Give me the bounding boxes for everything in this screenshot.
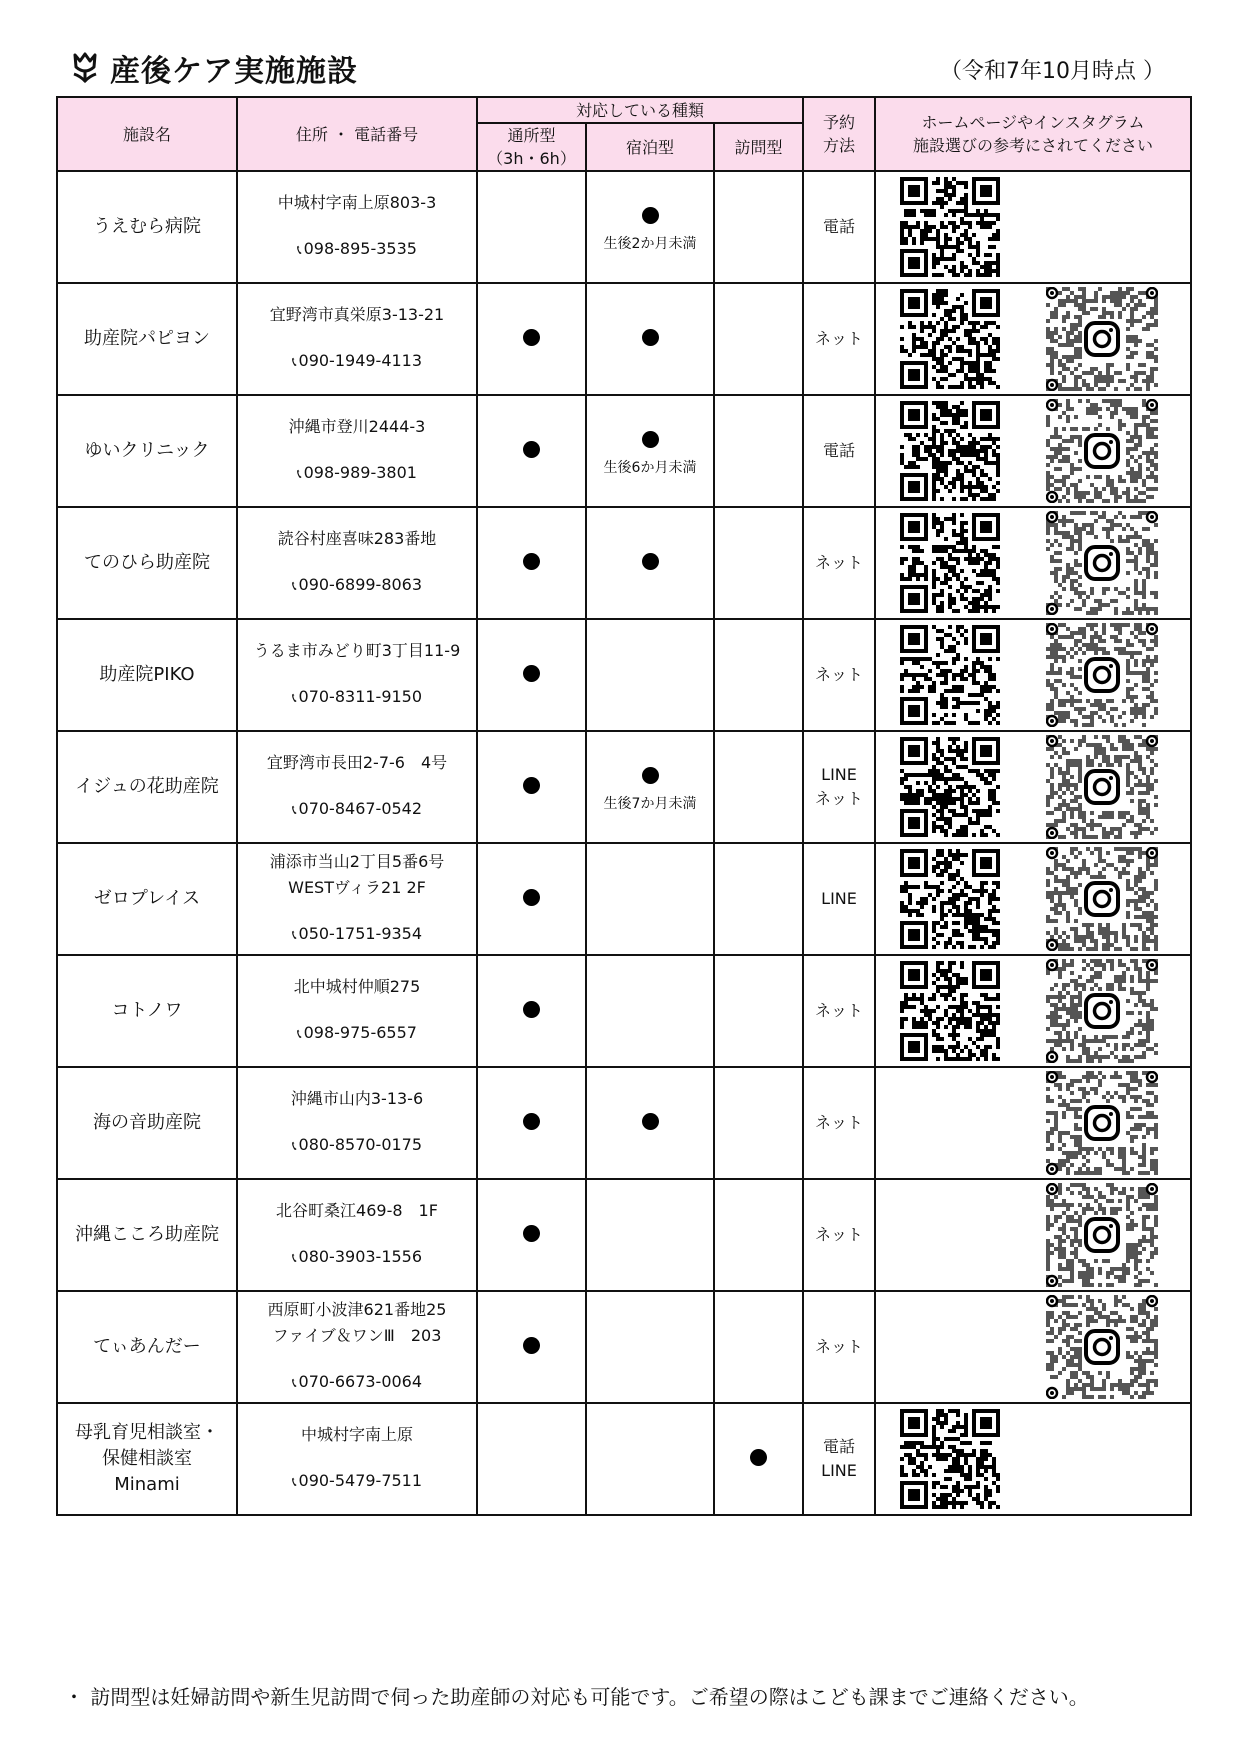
facility-name xyxy=(57,1291,237,1403)
qr-code-cell xyxy=(875,171,1191,283)
facility-name-line1: 助産院パピヨン xyxy=(84,328,210,349)
facility-name xyxy=(57,507,237,619)
facility-name-line1: 海の音助産院 xyxy=(93,1112,201,1133)
visit-type-cell xyxy=(714,507,803,619)
phone-icon: 📞︎ xyxy=(297,467,302,482)
address-phone xyxy=(237,843,477,955)
qr-code-cell xyxy=(875,283,1191,395)
visit-type-cell xyxy=(714,283,803,395)
qr-code-cell xyxy=(875,731,1191,843)
day-type-cell xyxy=(477,1179,586,1291)
reserve-method xyxy=(803,955,875,1067)
table-row xyxy=(57,1291,1191,1403)
visit-type-cell xyxy=(714,171,803,283)
reserve-method-1: 電話 xyxy=(823,441,856,460)
day-type-cell xyxy=(477,283,586,395)
day-available-dot xyxy=(523,1225,540,1242)
reserve-method-1: ネット xyxy=(815,1113,864,1132)
reserve-method-1: LINE xyxy=(821,889,857,908)
day-available-dot xyxy=(523,441,540,458)
phone-number: 090-1949-4113 xyxy=(298,351,423,370)
stay-type-cell xyxy=(586,1067,714,1179)
reserve-method xyxy=(803,619,875,731)
stay-available-dot xyxy=(642,329,659,346)
facility-name xyxy=(57,843,237,955)
stay-type-cell xyxy=(586,171,714,283)
day-type-cell xyxy=(477,619,586,731)
instagram-qr-code-icon[interactable] xyxy=(1046,399,1158,503)
phone-icon: 📞︎ xyxy=(291,1251,297,1266)
facility-name xyxy=(57,171,237,283)
day-type-cell xyxy=(477,1291,586,1403)
facility-name-line3: Minami xyxy=(114,1474,180,1495)
homepage-qr-code-icon[interactable] xyxy=(900,849,1000,949)
instagram-qr-code-icon[interactable] xyxy=(1046,847,1158,951)
header-day-type xyxy=(477,123,586,171)
table-row xyxy=(57,283,1191,395)
visit-type-cell xyxy=(714,731,803,843)
day-type-cell xyxy=(477,395,586,507)
qr-code-cell xyxy=(875,395,1191,507)
facility-name-line1: てのひら助産院 xyxy=(84,552,210,573)
facility-name-line1: うえむら病院 xyxy=(93,216,201,237)
qr-code-cell xyxy=(875,1403,1191,1515)
address-line1: 中城村字南上原 xyxy=(300,1425,413,1444)
homepage-qr-code-icon[interactable] xyxy=(900,401,1000,501)
visit-type-cell xyxy=(714,843,803,955)
phone-number: 080-3903-1556 xyxy=(298,1247,423,1266)
phone-number-line xyxy=(238,921,476,949)
facility-name xyxy=(57,955,237,1067)
phone-icon: 📞︎ xyxy=(291,355,297,370)
day-available-dot xyxy=(523,1113,540,1130)
stay-available-dot xyxy=(642,207,659,224)
header-address: 住所 ・ 電話番号 xyxy=(237,97,477,171)
phone-icon: 📞︎ xyxy=(291,1139,297,1154)
phone-number: 090-5479-7511 xyxy=(298,1471,423,1490)
table-row xyxy=(57,1403,1191,1515)
header-reserve-line1: 予約 xyxy=(823,113,856,132)
header-homepage-line1: ホームページやインスタグラム xyxy=(921,113,1145,132)
stay-age-note: 生後7か月未満 xyxy=(603,795,697,812)
visit-type-cell xyxy=(714,1291,803,1403)
facility-table xyxy=(56,96,1192,1516)
header-types: 対応している種類 xyxy=(477,97,803,123)
table-row xyxy=(57,507,1191,619)
facility-name xyxy=(57,1403,237,1515)
instagram-qr-code-icon[interactable] xyxy=(1046,1071,1158,1175)
qr-code-cell xyxy=(875,619,1191,731)
qr-code-cell xyxy=(875,843,1191,955)
reserve-method-1: 電話 xyxy=(823,217,856,236)
facility-name-line1: ゼロプレイス xyxy=(93,888,201,909)
reserve-method-1: ネット xyxy=(815,329,864,348)
stay-available-dot xyxy=(642,553,659,570)
stay-type-cell xyxy=(586,283,714,395)
day-available-dot xyxy=(523,553,540,570)
address-phone xyxy=(237,955,477,1067)
header-stay-type: 宿泊型 xyxy=(586,123,714,171)
address-phone xyxy=(237,1179,477,1291)
qr-code-cell xyxy=(875,1067,1191,1179)
table-row xyxy=(57,619,1191,731)
reserve-method-2: ネット xyxy=(815,789,864,808)
stay-available-dot xyxy=(642,1113,659,1130)
phone-icon: 📞︎ xyxy=(291,691,297,706)
phone-number-line xyxy=(238,796,476,824)
day-type-cell xyxy=(477,1403,586,1515)
address-line1: 中城村字南上原803-3 xyxy=(277,193,437,212)
address-line1: 宜野湾市真栄原3-13-21 xyxy=(269,305,445,324)
day-type-cell xyxy=(477,507,586,619)
table-row xyxy=(57,843,1191,955)
visit-type-cell xyxy=(714,619,803,731)
address-phone xyxy=(237,395,477,507)
visit-type-cell xyxy=(714,955,803,1067)
reserve-method xyxy=(803,283,875,395)
reserve-method-1: ネット xyxy=(815,665,864,684)
instagram-qr-code-icon[interactable] xyxy=(1046,959,1158,1063)
phone-number: 090-6899-8063 xyxy=(298,575,423,594)
reserve-method-1: ネット xyxy=(815,553,864,572)
table-row xyxy=(57,1179,1191,1291)
facility-name-line2: 保健相談室 xyxy=(102,1448,192,1469)
address-phone xyxy=(237,1403,477,1515)
phone-number-line xyxy=(238,460,476,488)
stay-available-dot xyxy=(642,431,659,448)
stay-type-cell xyxy=(586,1179,714,1291)
phone-number-line xyxy=(238,1132,476,1160)
phone-number: 070-6673-0064 xyxy=(298,1372,423,1391)
phone-icon: 📞︎ xyxy=(291,1475,297,1490)
homepage-qr-code-icon[interactable] xyxy=(900,1409,1000,1509)
address-line2: ファイブ＆ワンⅢ 203 xyxy=(272,1326,442,1345)
facility-name-line1: てぃあんだー xyxy=(93,1336,201,1357)
facility-name-line1: イジュの花助産院 xyxy=(75,776,219,797)
address-line1: 沖縄市山内3-13-6 xyxy=(290,1089,424,1108)
table-row xyxy=(57,395,1191,507)
header-visit-type: 訪問型 xyxy=(714,123,803,171)
phone-icon: 📞︎ xyxy=(297,1027,302,1042)
instagram-qr-code-icon[interactable] xyxy=(1046,1295,1158,1399)
homepage-qr-code-icon[interactable] xyxy=(900,737,1000,837)
homepage-qr-code-icon[interactable] xyxy=(900,961,1000,1061)
header-facility: 施設名 xyxy=(57,97,237,171)
phone-number: 080-8570-0175 xyxy=(298,1135,423,1154)
visit-type-cell xyxy=(714,1403,803,1515)
address-line1: 宜野湾市長田2-7-6 4号 xyxy=(266,753,448,772)
day-available-dot xyxy=(523,777,540,794)
day-type-cell xyxy=(477,1067,586,1179)
reserve-method-1: ネット xyxy=(815,1001,864,1020)
stay-type-cell xyxy=(586,1403,714,1515)
table-row xyxy=(57,955,1191,1067)
visit-type-cell xyxy=(714,395,803,507)
instagram-qr-code-icon[interactable] xyxy=(1046,511,1158,615)
homepage-qr-code-icon[interactable] xyxy=(900,177,1000,277)
phone-number-line xyxy=(238,1468,476,1496)
address-line1: 北中城村仲順275 xyxy=(293,977,421,996)
facility-name xyxy=(57,283,237,395)
footer-note: ・ 訪問型は妊婦訪問や新生児訪問で伺った助産師の対応も可能です。ご希望の際はこども課までご連絡ください。 xyxy=(64,1685,1089,1709)
stay-type-cell xyxy=(586,507,714,619)
stay-type-cell xyxy=(586,1291,714,1403)
reserve-method xyxy=(803,1291,875,1403)
header-reserve xyxy=(803,97,875,171)
phone-number: 070-8467-0542 xyxy=(298,799,423,818)
facility-name-line1: 母乳育児相談室・ xyxy=(75,1422,219,1443)
facility-name xyxy=(57,1179,237,1291)
facility-name-line1: ゆいクリニック xyxy=(84,440,210,461)
homepage-qr-code-icon[interactable] xyxy=(900,513,1000,613)
reserve-method xyxy=(803,171,875,283)
qr-code-cell xyxy=(875,955,1191,1067)
address-line1: 沖縄市登川2444-3 xyxy=(288,417,426,436)
facility-name xyxy=(57,731,237,843)
homepage-qr-code-icon[interactable] xyxy=(900,289,1000,389)
facility-name xyxy=(57,619,237,731)
address-phone xyxy=(237,1067,477,1179)
facility-name-line1: 助産院PIKO xyxy=(99,664,195,685)
stay-type-cell xyxy=(586,395,714,507)
stay-type-cell xyxy=(586,843,714,955)
reserve-method xyxy=(803,507,875,619)
qr-code-cell xyxy=(875,1179,1191,1291)
facility-name-line1: コトノワ xyxy=(111,1000,183,1021)
phone-number-line xyxy=(238,348,476,376)
header-homepage xyxy=(875,97,1191,171)
address-line1: うるま市みどり町3丁目11-9 xyxy=(253,641,461,660)
reserve-method-1: LINE xyxy=(821,765,857,784)
phone-icon: 📞︎ xyxy=(291,579,297,594)
tulip-icon xyxy=(70,52,100,84)
header-day-label: 通所型 xyxy=(507,126,556,145)
stay-age-note: 生後6か月未満 xyxy=(603,459,697,476)
phone-number: 098-989-3801 xyxy=(303,463,417,482)
stay-type-cell xyxy=(586,619,714,731)
reserve-method xyxy=(803,843,875,955)
address-line2: WESTヴィラ21 2F xyxy=(288,878,426,897)
day-available-dot xyxy=(523,665,540,682)
homepage-qr-code-icon[interactable] xyxy=(900,625,1000,725)
reserve-method-1: 電話 xyxy=(823,1437,856,1456)
header-reserve-line2: 方法 xyxy=(823,136,856,155)
reserve-method xyxy=(803,1403,875,1515)
day-type-cell xyxy=(477,171,586,283)
address-phone xyxy=(237,619,477,731)
phone-number-line xyxy=(238,1369,476,1397)
instagram-qr-code-icon[interactable] xyxy=(1046,735,1158,839)
address-phone xyxy=(237,171,477,283)
phone-number-line xyxy=(238,684,476,712)
visit-type-cell xyxy=(714,1067,803,1179)
phone-icon: 📞︎ xyxy=(291,1376,297,1391)
instagram-qr-code-icon[interactable] xyxy=(1046,1183,1158,1287)
day-type-cell xyxy=(477,731,586,843)
reserve-method-1: ネット xyxy=(815,1225,864,1244)
phone-number: 098-975-6557 xyxy=(303,1023,417,1042)
address-line1: 西原町小波津621番地25 xyxy=(267,1300,447,1319)
reserve-method-2: LINE xyxy=(821,1461,857,1480)
page-title-block xyxy=(70,46,358,90)
stay-available-dot xyxy=(642,767,659,784)
phone-number-line xyxy=(238,572,476,600)
visit-type-cell xyxy=(714,1179,803,1291)
facility-name xyxy=(57,395,237,507)
reserve-method xyxy=(803,395,875,507)
day-available-dot xyxy=(523,329,540,346)
phone-icon: 📞︎ xyxy=(297,243,302,258)
address-phone xyxy=(237,283,477,395)
header-day-sub: （3h・6h） xyxy=(487,149,576,168)
table-row xyxy=(57,1067,1191,1179)
qr-code-cell xyxy=(875,507,1191,619)
day-type-cell xyxy=(477,843,586,955)
reserve-method xyxy=(803,731,875,843)
phone-number: 050-1751-9354 xyxy=(298,924,423,943)
address-phone xyxy=(237,731,477,843)
table-row xyxy=(57,171,1191,283)
qr-code-cell xyxy=(875,1291,1191,1403)
reserve-method-1: ネット xyxy=(815,1337,864,1356)
facility-name xyxy=(57,1067,237,1179)
table-row xyxy=(57,731,1191,843)
address-line1: 読谷村座喜味283番地 xyxy=(277,529,437,548)
day-available-dot xyxy=(523,889,540,906)
phone-number-line xyxy=(238,1020,476,1048)
as-of-date: （令和7年10月時点 ） xyxy=(940,59,1165,84)
phone-icon: 📞︎ xyxy=(291,803,297,818)
address-line1: 浦添市当山2丁目5番6号 xyxy=(269,852,445,871)
day-type-cell xyxy=(477,955,586,1067)
address-phone xyxy=(237,507,477,619)
phone-number: 070-8311-9150 xyxy=(298,687,423,706)
address-line1: 北谷町桑江469-8 1F xyxy=(276,1201,438,1220)
stay-type-cell xyxy=(586,955,714,1067)
stay-age-note: 生後2か月未満 xyxy=(603,235,697,252)
reserve-method xyxy=(803,1179,875,1291)
instagram-qr-code-icon[interactable] xyxy=(1046,287,1158,391)
visit-available-dot xyxy=(750,1449,767,1466)
day-available-dot xyxy=(523,1337,540,1354)
day-available-dot xyxy=(523,1001,540,1018)
stay-type-cell xyxy=(586,731,714,843)
address-phone xyxy=(237,1291,477,1403)
instagram-qr-code-icon[interactable] xyxy=(1046,623,1158,727)
page-title: 産後ケア実施施設 xyxy=(110,54,358,89)
phone-number-line xyxy=(238,236,476,264)
reserve-method xyxy=(803,1067,875,1179)
facility-name-line1: 沖縄こころ助産院 xyxy=(75,1224,219,1245)
header-homepage-line2: 施設選びの参考にされてください xyxy=(913,136,1154,155)
phone-icon: 📞︎ xyxy=(291,928,297,943)
phone-number: 098-895-3535 xyxy=(303,239,417,258)
phone-number-line xyxy=(238,1244,476,1272)
